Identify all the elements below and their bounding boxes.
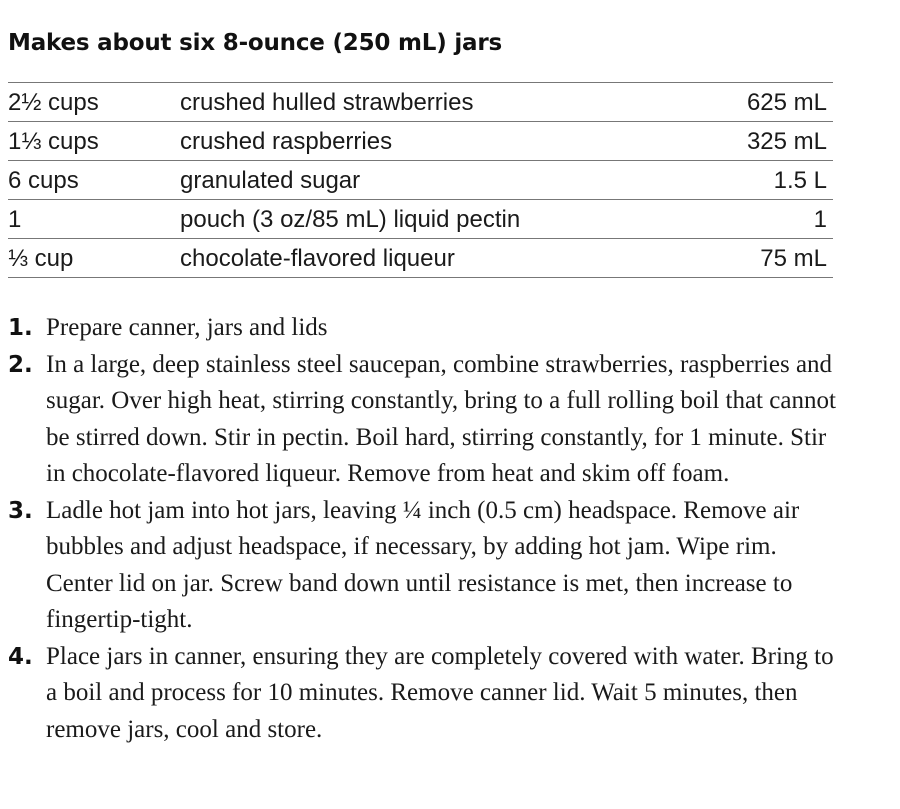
ingredient-quantity: 1⅓ cups (8, 128, 99, 155)
step-number: 3. (8, 497, 33, 524)
step-number: 2. (8, 351, 33, 378)
ingredient-row (8, 83, 833, 122)
ingredient-name: crushed hulled strawberries (180, 89, 474, 116)
instruction-step (8, 493, 838, 639)
ingredient-quantity: 6 cups (8, 167, 79, 194)
instruction-list (8, 310, 838, 748)
ingredient-metric: 75 mL (760, 245, 827, 272)
ingredient-name: chocolate-flavored liqueur (180, 245, 455, 272)
ingredient-metric: 325 mL (746, 128, 827, 155)
ingredient-metric: 1 (813, 206, 827, 233)
step-text: In a large, deep stainless steel saucepan, combine strawberries, raspberries and sugar. Over high heat, stirring constantly, bring to a full rolling boil that cannot be stirred down. Stir in pectin. Boil hard, stirring constantly, for 1 minute. Stir in chocolate-flavored liqueur. Remove from heat and skim off foam. (46, 350, 836, 487)
step-number: 1. (8, 315, 33, 341)
ingredient-quantity: ⅓ cup (8, 245, 74, 272)
ingredient-metric: 1.5 L (773, 167, 827, 194)
ingredient-table (8, 82, 833, 278)
ingredient-row (8, 239, 833, 278)
ingredient-quantity: 2½ cups (8, 89, 99, 116)
ingredient-row (8, 200, 833, 239)
step-text: Place jars in canner, ensuring they are completely covered with water. Bring to a boil and process for 10 minutes. Remove canner lid. Wait 5 minutes, then remove jars, cool and store. (46, 642, 834, 743)
ingredient-name: crushed raspberries (180, 128, 393, 155)
step-text: Ladle hot jam into hot jars, leaving ¼ inch (0.5 cm) headspace. Remove air bubbles and adjust headspace, if necessary, by adding hot jam. Wipe rim. Center lid on jar. Screw band down until resistance is met, then increase to fingertip-tight. (46, 496, 800, 633)
recipe-yield: Makes about six 8-ounce (250 mL) jars (8, 30, 503, 56)
instruction-step (8, 310, 838, 347)
step-number: 4. (8, 643, 33, 670)
ingredient-name: pouch (3 oz/85 mL) liquid pectin (180, 206, 521, 233)
ingredient-row (8, 122, 833, 161)
ingredient-quantity: 1 (8, 206, 22, 233)
step-text: Prepare canner, jars and lids (46, 314, 328, 341)
instruction-step (8, 639, 838, 749)
ingredient-metric: 625 mL (746, 89, 827, 116)
instruction-step (8, 347, 838, 493)
ingredient-row (8, 161, 833, 200)
ingredient-name: granulated sugar (180, 167, 361, 194)
